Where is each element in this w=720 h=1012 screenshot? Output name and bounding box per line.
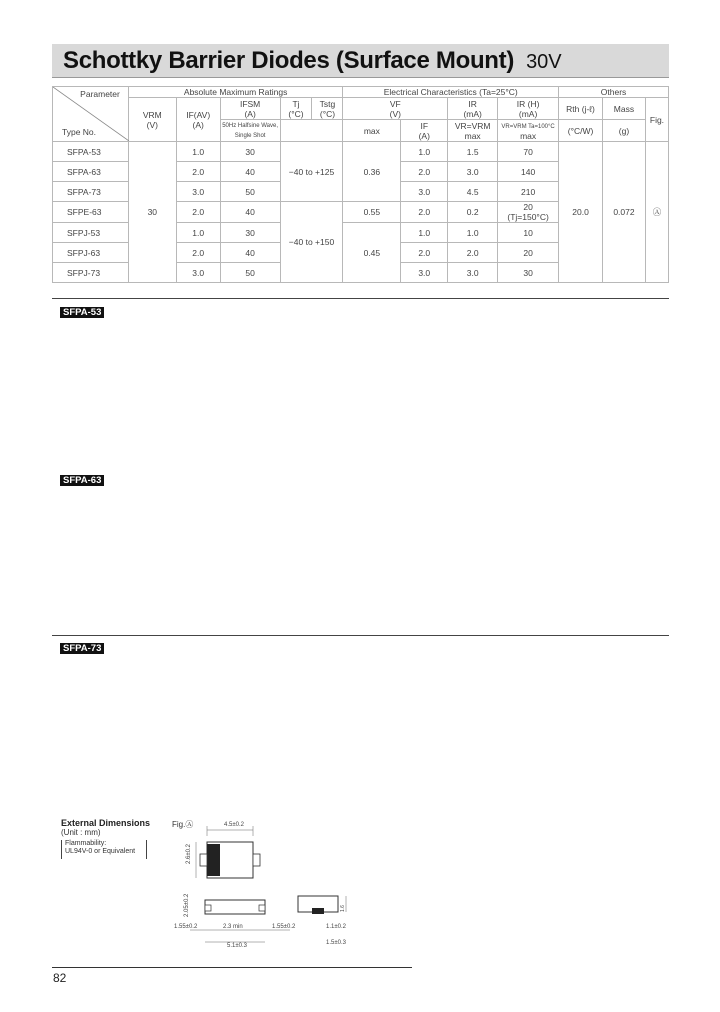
external-dimensions-title: External Dimensions bbox=[61, 818, 151, 828]
dim-side-width: 1.5±0.3 bbox=[326, 940, 346, 946]
section-divider bbox=[52, 635, 669, 636]
table-cell: 30 bbox=[220, 142, 280, 162]
ifsm-header: IFSM (A) bbox=[220, 98, 280, 120]
table-cell: SFPA-73 bbox=[53, 182, 129, 202]
table-cell: 2.0 bbox=[401, 243, 448, 263]
flammability-note: Flammability: UL94V-0 or Equivalent bbox=[61, 840, 147, 859]
table-cell: SFPE-63 bbox=[53, 202, 129, 223]
footer-rule bbox=[52, 967, 412, 968]
section-divider bbox=[52, 298, 669, 299]
irh-sub: VR=VRM Ta=100°C max bbox=[498, 120, 559, 142]
rth-unit: (°C/W) bbox=[559, 120, 603, 142]
fig-header: Fig. bbox=[645, 98, 668, 142]
rth-header: Rth (j-ℓ) bbox=[559, 98, 603, 120]
table-cell: SFPA-63 bbox=[53, 162, 129, 182]
mass-unit: (g) bbox=[603, 120, 646, 142]
table-cell: 50 bbox=[220, 182, 280, 202]
table-cell: 140 bbox=[498, 162, 559, 182]
table-cell: 10 bbox=[498, 223, 559, 243]
voltage-rating: 30V bbox=[526, 51, 562, 73]
table-cell: 2.0 bbox=[176, 243, 220, 263]
table-cell: 1.5 bbox=[448, 142, 498, 162]
temp-sub-blank bbox=[280, 120, 343, 142]
table-cell: 20 (Tj=150°C) bbox=[498, 202, 559, 223]
table-row bbox=[53, 142, 669, 162]
table-cell: 3.0 bbox=[401, 263, 448, 283]
if-sub: IF (A) bbox=[401, 120, 448, 142]
section-badge-sfpa-73: SFPA-73 bbox=[60, 643, 104, 654]
vrm-header: VRM (V) bbox=[128, 98, 176, 142]
vf-b: 0.55 bbox=[343, 202, 401, 223]
spec-table bbox=[52, 86, 669, 283]
table-cell: 3.0 bbox=[448, 162, 498, 182]
table-cell: 2.0 bbox=[401, 202, 448, 223]
table-cell: 0.2 bbox=[448, 202, 498, 223]
table-cell: 4.5 bbox=[448, 182, 498, 202]
tj-header: Tj (°C) bbox=[280, 98, 312, 120]
table-cell: 50 bbox=[220, 263, 280, 283]
temp-range-b: −40 to +150 bbox=[280, 202, 343, 283]
dim-side-thickness: 1.1±0.2 bbox=[326, 924, 346, 930]
title-bar bbox=[52, 44, 669, 78]
page-number: 82 bbox=[53, 971, 67, 985]
header-diagonal-cell bbox=[53, 87, 129, 142]
unit-label: (Unit : mm) bbox=[61, 828, 101, 837]
temp-range-a: −40 to +125 bbox=[280, 142, 343, 202]
abs-max-group: Absolute Maximum Ratings bbox=[128, 87, 343, 98]
table-cell: 40 bbox=[220, 162, 280, 182]
dim-body-height: 2.05±0.2 bbox=[184, 893, 190, 917]
vf-c: 0.45 bbox=[343, 223, 401, 283]
vf-max-sub: max bbox=[343, 120, 401, 142]
type-no-label: Type No. bbox=[62, 127, 97, 137]
table-cell: 30 bbox=[498, 263, 559, 283]
tstg-header: Tstg (°C) bbox=[312, 98, 343, 120]
others-group: Others bbox=[559, 87, 669, 98]
table-cell: 1.0 bbox=[401, 142, 448, 162]
table-cell: 3.0 bbox=[176, 182, 220, 202]
table-cell: 30 bbox=[220, 223, 280, 243]
table-cell: 70 bbox=[498, 142, 559, 162]
dim-overall: 5.1±0.3 bbox=[227, 943, 247, 949]
table-cell: 2.0 bbox=[176, 202, 220, 223]
table-cell: 3.0 bbox=[401, 182, 448, 202]
table-cell: 3.0 bbox=[176, 263, 220, 283]
table-cell: 2.0 bbox=[401, 162, 448, 182]
ir-sub: VR=VRM max bbox=[448, 120, 498, 142]
dim-right-lead: 1.55±0.2 bbox=[272, 924, 296, 930]
fig-shared: Ⓐ bbox=[645, 142, 668, 283]
table-cell: 2.0 bbox=[448, 243, 498, 263]
table-cell: 2.0 bbox=[176, 162, 220, 182]
package-side-view bbox=[205, 900, 265, 914]
ifav-header: IF(AV) (A) bbox=[176, 98, 220, 142]
dim-left-lead: 1.55±0.2 bbox=[174, 924, 198, 930]
rth-shared: 20.0 bbox=[559, 142, 603, 283]
table-cell: SFPA-53 bbox=[53, 142, 129, 162]
ifsm-note: 50Hz Halfsine Wave, Single Shot bbox=[220, 120, 280, 142]
table-cell: 20 bbox=[498, 243, 559, 263]
table-cell: 1.0 bbox=[448, 223, 498, 243]
table-cell: 1.0 bbox=[176, 223, 220, 243]
vf-a: 0.36 bbox=[343, 142, 401, 202]
parameter-label: Parameter bbox=[80, 89, 120, 99]
vf-header: VF (V) bbox=[343, 98, 448, 120]
vrm-shared: 30 bbox=[128, 142, 176, 283]
mass-shared: 0.072 bbox=[603, 142, 646, 283]
table-cell: 210 bbox=[498, 182, 559, 202]
table-cell: SFPJ-63 bbox=[53, 243, 129, 263]
table-cell: SFPJ-73 bbox=[53, 263, 129, 283]
table-cell: 40 bbox=[220, 202, 280, 223]
section-badge-sfpa-63: SFPA-63 bbox=[60, 475, 104, 486]
table-cell: 1.0 bbox=[401, 223, 448, 243]
cathode-band bbox=[207, 844, 220, 876]
page-title: Schottky Barrier Diodes (Surface Mount) bbox=[63, 47, 515, 74]
dim-height: 2.6±0.2 bbox=[186, 844, 192, 864]
mass-header: Mass bbox=[603, 98, 646, 120]
irh-header: IR (H) (mA) bbox=[498, 98, 559, 120]
table-cell: 40 bbox=[220, 243, 280, 263]
dimension-drawing bbox=[160, 814, 360, 954]
ir-header: IR (mA) bbox=[448, 98, 498, 120]
table-cell: 1.0 bbox=[176, 142, 220, 162]
dim-center: 2.3 min bbox=[223, 924, 243, 930]
elec-group: Electrical Characteristics (Ta=25°C) bbox=[343, 87, 559, 98]
table-cell: 3.0 bbox=[448, 263, 498, 283]
section-badge-sfpa-53: SFPA-53 bbox=[60, 307, 104, 318]
svg-text:1.6: 1.6 bbox=[340, 905, 346, 912]
table-cell: SFPJ-53 bbox=[53, 223, 129, 243]
dim-top-width: 4.5±0.2 bbox=[224, 822, 244, 828]
fig-reference: Fig.Ⓐ bbox=[172, 820, 194, 829]
